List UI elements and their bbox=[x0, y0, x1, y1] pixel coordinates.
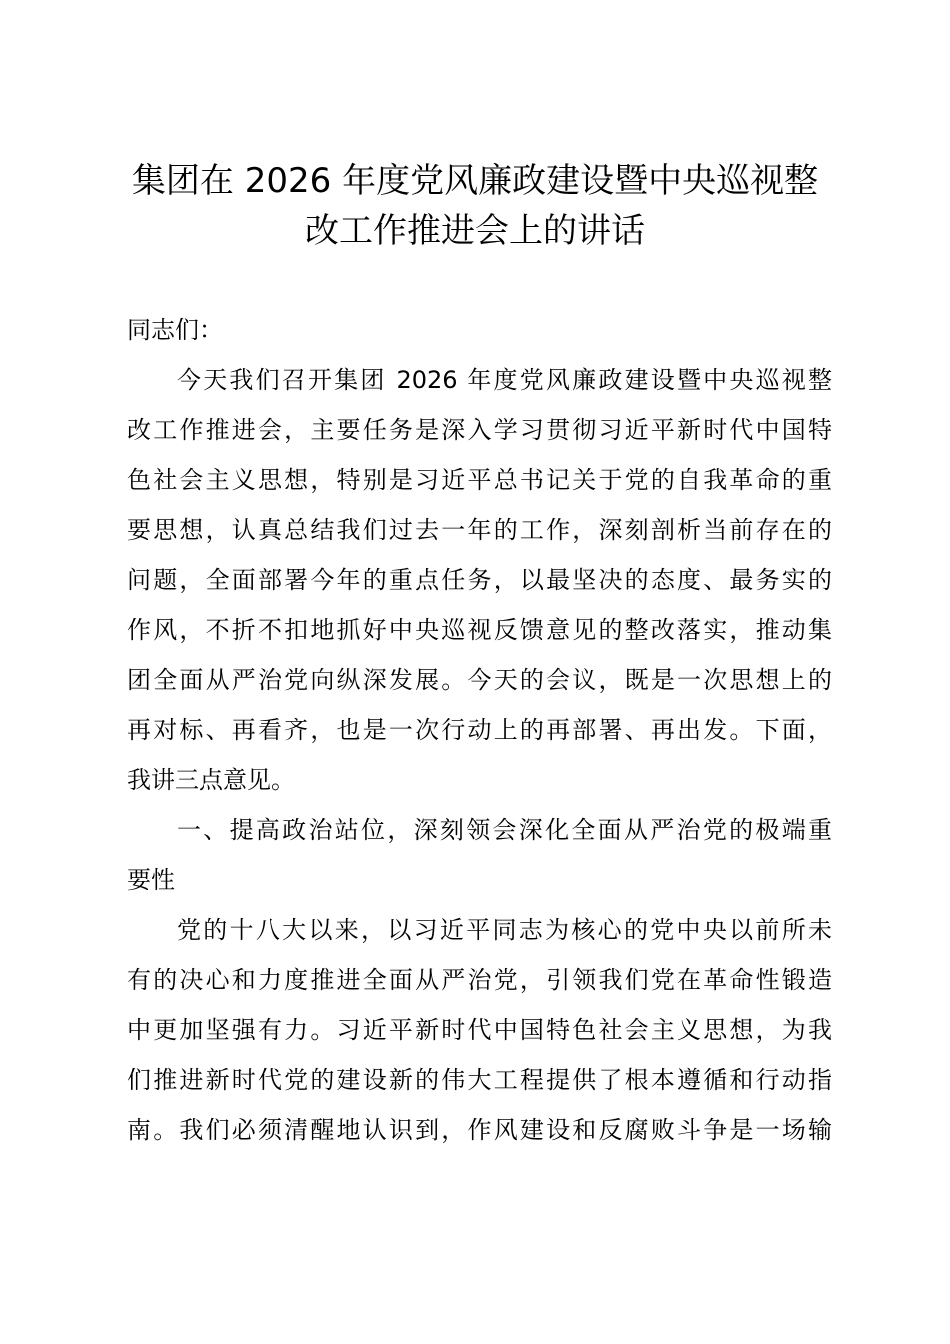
paragraph-line: 们推进新时代党的建设新的伟大工程提供了根本遵循和行动指 bbox=[127, 1066, 832, 1094]
section-heading-line: 要性 bbox=[127, 866, 175, 894]
paragraph-line: 党的十八大以来，以习近平同志为核心的党中央以前所未 bbox=[177, 916, 832, 944]
paragraph-line: 要思想，认真总结我们过去一年的工作，深刻剖析当前存在的 bbox=[127, 516, 832, 544]
paragraph-line: 我讲三点意见。 bbox=[127, 766, 295, 794]
paragraph-line: 有的决心和力度推进全面从严治党，引领我们党在革命性锻造 bbox=[127, 966, 832, 994]
document-title bbox=[100, 156, 850, 256]
title-line: 改工作推进会上的讲话 bbox=[305, 211, 645, 251]
salutation: 同志们： bbox=[127, 316, 223, 344]
title-line: 集团在 2026 年度党风廉政建设暨中央巡视整 bbox=[131, 161, 819, 201]
paragraph-line: 问题，全面部署今年的重点任务，以最坚决的态度、最务实的 bbox=[127, 566, 832, 594]
paragraph-line: 色社会主义思想，特别是习近平总书记关于党的自我革命的重 bbox=[127, 466, 832, 494]
paragraph-line: 团全面从严治党向纵深发展。今天的会议，既是一次思想上的 bbox=[127, 666, 832, 694]
paragraph-line: 南。我们必须清醒地认识到，作风建设和反腐败斗争是一场输 bbox=[127, 1116, 832, 1144]
paragraph-line: 今天我们召开集团 2026 年度党风廉政建设暨中央巡视整 bbox=[177, 366, 832, 394]
paragraph-line: 中更加坚强有力。习近平新时代中国特色社会主义思想，为我 bbox=[127, 1016, 832, 1044]
paragraph-line: 作风，不折不扣地抓好中央巡视反馈意见的整改落实，推动集 bbox=[127, 616, 832, 644]
paragraph-line: 再对标、再看齐，也是一次行动上的再部署、再出发。下面， bbox=[127, 716, 832, 744]
section-heading-line: 一、提高政治站位，深刻领会深化全面从严治党的极端重 bbox=[177, 816, 832, 844]
paragraph-line: 改工作推进会，主要任务是深入学习贯彻习近平新时代中国特 bbox=[127, 416, 832, 444]
